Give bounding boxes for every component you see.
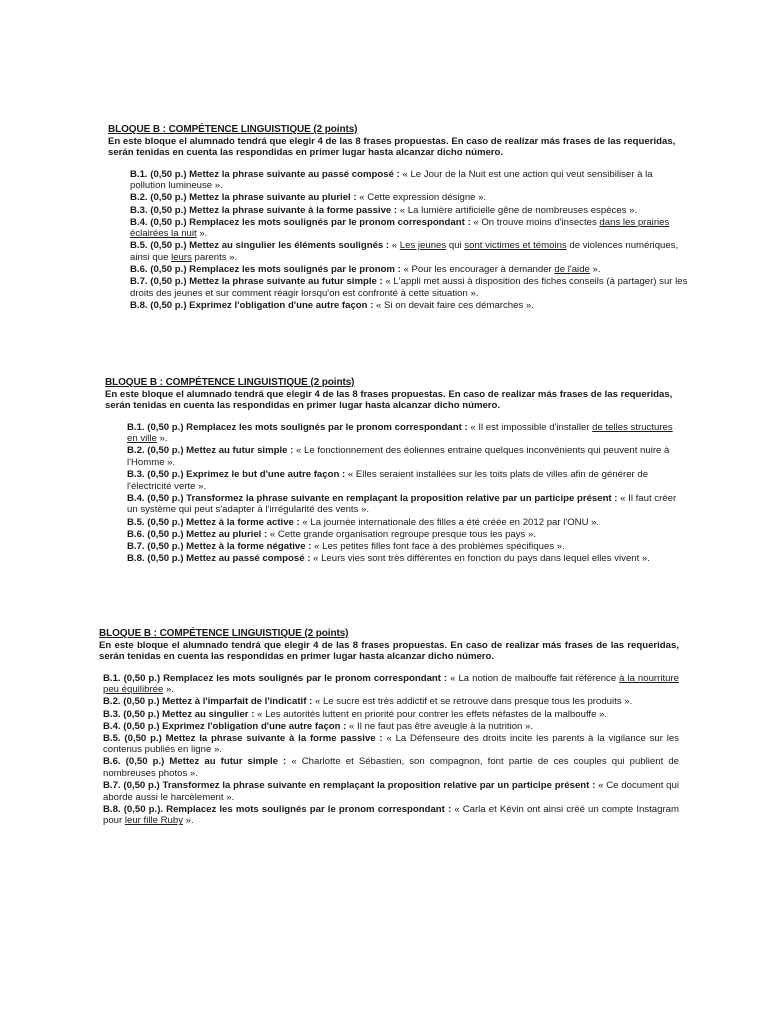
- question-item: [130, 205, 688, 217]
- question-sentence: [311, 541, 564, 552]
- question-label: B.1. (0,50 p.) Remplacez les mots soulignés par le pronom correspondant :: [127, 421, 468, 433]
- question-sentence: [300, 517, 599, 528]
- sentence-text: « Il ne faut pas être aveugle à la nutrition ».: [346, 720, 534, 732]
- question-label: B.3. (0,50 p.) Mettez au singulier :: [103, 708, 255, 720]
- sentence-text: « Il est impossible d'installer: [467, 421, 593, 433]
- underlined-words: de l'aide: [554, 264, 590, 276]
- exercise-block-2: [105, 377, 685, 565]
- question-item: [130, 192, 688, 204]
- underlined-words: de telles structures en ville: [127, 421, 673, 445]
- question-label: B.4. (0,50 p.) Remplacez les mots soulignés par le pronom correspondant :: [130, 216, 471, 228]
- underlined-words: leurs: [171, 251, 192, 263]
- sentence-text: ».: [196, 228, 208, 240]
- sentence-text: « Charlotte et Sébastien, son compagnon, font partie de ces couples qui publient de nombreuses photos ».: [103, 756, 679, 780]
- sentence-text: « Le sucre est très addictif et se retrouve dans presque tous les produits ».: [312, 696, 633, 708]
- question-item: [130, 169, 688, 192]
- question-label: B.1. (0,50 p.) Remplacez les mots soulignés par le pronom correspondant :: [103, 672, 448, 684]
- question-label: B.7. (0,50 p.) Mettez à la forme négative :: [127, 540, 312, 552]
- question-label: B.6. (0,50 p.) Remplacez les mots soulignés par le pronom :: [130, 264, 401, 276]
- sentence-text: « Si on devait faire ces démarches ».: [373, 299, 534, 311]
- sentence-text: « Ce document qui aborde aussi le harcèlement ».: [103, 780, 679, 803]
- question-item: [103, 733, 679, 756]
- question-label: B.8. (0,50 p.) Exprimez l'obligation d'une autre façon :: [130, 299, 374, 311]
- question-label: B.8. (0,50 p.). Remplacez les mots soulignés par le pronom correspondant :: [103, 803, 452, 815]
- question-label: B.4. (0,50 p.) Transformez la phrase suivante en remplaçant la proposition relative par un participe présent :: [127, 492, 618, 504]
- exercise-block-3: [99, 628, 679, 828]
- sentence-text: « Elles seraient installées sur les toits plats de villes afin de générer de l'électricité verte ».: [127, 469, 649, 492]
- question-label: B.5. (0,50 p.) Mettez la phrase suivante à la forme passive :: [103, 732, 383, 744]
- question-sentence: [357, 192, 487, 203]
- block-title: BLOQUE B : COMPÉTENCE LINGUISTIQUE (2 points): [105, 377, 355, 388]
- underlined-words: leur fille Ruby: [124, 815, 183, 827]
- question-label: B.2. (0,50 p.) Mettez au futur simple :: [127, 445, 294, 457]
- sentence-text: « Pour les encourager à demander: [400, 264, 555, 276]
- question-label: B.2. (0,50 p.) Mettez la phrase suivante au pluriel :: [130, 192, 357, 204]
- question-label: B.6. (0,50 p.) Mettez au futur simple :: [103, 756, 287, 768]
- block-instructions: En este bloque el alumnado tendrá que elegir 4 de las 8 frases propuestas. En caso de realizar más frases de las requeridas, serán tenidas en cuenta las respondidas en primer lugar hasta alcanzar dicho número.: [108, 135, 676, 159]
- question-sentence: [397, 205, 637, 216]
- sentence-text: parents ».: [191, 251, 238, 263]
- question-label: B.8. (0,50 p.) Mettez au passé composé :: [127, 552, 311, 564]
- question-sentence: [401, 264, 601, 275]
- question-item: [103, 780, 679, 803]
- question-label: B.3. (0,50 p.) Exprimez le but d'une autre façon :: [127, 469, 346, 481]
- question-item: [103, 756, 679, 779]
- question-item: [127, 445, 685, 468]
- sentence-text: « Les autorités luttent en priorité pour contrer les effets néfastes de la malbouffe ».: [254, 708, 608, 720]
- question-item: [103, 696, 679, 708]
- sentence-text: « Le Jour de la Nuit est une action qui veut sensibiliser à la pollution lumineuse ».: [130, 168, 653, 192]
- question-item: [127, 493, 685, 516]
- question-item: [130, 240, 688, 263]
- question-label: B.1. (0,50 p.) Mettez la phrase suivante au passé composé :: [130, 168, 400, 180]
- exercise-block-1: [108, 124, 688, 312]
- question-label: B.4. (0,50 p.) Exprimez l'obligation d'une autre façon :: [103, 720, 347, 732]
- sentence-text: « La notion de malbouffe fait référence: [447, 672, 620, 684]
- question-item: [127, 422, 685, 445]
- question-sentence: [310, 553, 650, 564]
- sentence-text: « Cette grande organisation regroupe presque tous les pays ».: [267, 528, 537, 540]
- underlined-words: Les jeunes: [399, 240, 447, 252]
- question-item: [127, 541, 685, 553]
- question-label: B.7. (0,50 p.) Transformez la phrase suivante en remplaçant la proposition relative par un participe présent :: [103, 780, 596, 792]
- block-title: BLOQUE B : COMPÉTENCE LINGUISTIQUE (2 points): [108, 124, 358, 135]
- question-label: B.3. (0,50 p.) Mettez la phrase suivante à la forme passive :: [130, 204, 398, 216]
- question-sentence: [267, 529, 536, 540]
- sentence-text: de violences numériques, ainsi que: [130, 240, 679, 263]
- question-label: B.5. (0,50 p.) Mettez au singulier les éléments soulignés :: [130, 240, 390, 252]
- underlined-words: sont victimes et témoins: [464, 240, 567, 252]
- question-label: B.2. (0,50 p.) Mettez à l'imparfait de l'indicatif :: [103, 696, 313, 708]
- question-sentence: [346, 721, 533, 732]
- question-item: [130, 264, 688, 276]
- question-item: [127, 517, 685, 529]
- sentence-text: « Les petites filles font face à des problèmes spécifiques ».: [311, 540, 565, 552]
- block-instructions: En este bloque el alumnado tendrá que elegir 4 de las 8 frases propuestas. En caso de realizar más frases de las requeridas, serán tenidas en cuenta las respondidas en primer lugar hasta alcanzar dicho número.: [99, 639, 679, 663]
- sentence-text: « L'appli met aussi à disposition des fiches conseils (à partager) sur les droits des jeunes et sur comment réagir lorsqu'on est confronté à cette situation ».: [130, 276, 688, 299]
- block-title: BLOQUE B : COMPÉTENCE LINGUISTIQUE (2 points): [99, 628, 349, 639]
- sentence-text: qui: [446, 240, 465, 252]
- question-sentence: [312, 696, 632, 707]
- sentence-text: « Carla et Kévin ont ainsi créé un compte Instagram pour: [103, 803, 680, 827]
- underlined-words: à la nourriture peu équilibrée: [103, 672, 679, 696]
- question-label: B.5. (0,50 p.) Mettez à la forme active :: [127, 516, 300, 528]
- question-item: [127, 469, 685, 492]
- sentence-text: ».: [589, 264, 601, 276]
- sentence-text: ».: [156, 433, 168, 445]
- question-item: [103, 721, 679, 733]
- question-item: [130, 217, 688, 240]
- sentence-text: « Cette expression désigne ».: [356, 192, 487, 204]
- sentence-text: ».: [183, 815, 194, 827]
- question-list: [99, 673, 679, 827]
- question-sentence: [254, 709, 607, 720]
- question-item: [130, 276, 688, 299]
- question-list: [108, 169, 688, 312]
- question-item: [103, 709, 679, 721]
- block-instructions: En este bloque el alumnado tendrá que elegir 4 de las 8 frases propuestas. En caso de realizar más frases de las requeridas, serán tenidas en cuenta las respondidas en primer lugar hasta alcanzar dicho número.: [105, 388, 673, 412]
- question-label: B.7. (0,50 p.) Mettez la phrase suivante au futur simple :: [130, 276, 383, 288]
- sentence-text: « Leurs vies sont très différentes en fonction du pays dans lequel elles vivent ».: [310, 552, 650, 564]
- question-list: [105, 422, 685, 565]
- question-item: [127, 553, 685, 565]
- question-sentence: [373, 300, 534, 311]
- question-item: [130, 300, 688, 312]
- question-item: [103, 804, 679, 827]
- sentence-text: « La Défenseure des droits incite les parents à la vigilance sur les contenus publiés en ligne ».: [103, 732, 679, 756]
- question-item: [127, 529, 685, 541]
- sentence-text: « Il faut créer un système qui peut s'adapter à l'irrégularité des vents ».: [127, 492, 677, 516]
- sentence-text: ».: [163, 684, 174, 696]
- underlined-words: dans les prairies éclairées la nuit: [130, 216, 670, 240]
- question-item: [103, 673, 679, 696]
- sentence-text: « La lumière artificielle gêne de nombreuses espèces ».: [397, 204, 638, 216]
- sentence-text: « Le fonctionnement des éoliennes entraine quelques inconvénients qui peuvent nuire à l'Homme ».: [127, 445, 670, 469]
- sentence-text: « On trouve moins d'insectes: [470, 216, 600, 228]
- question-label: B.6. (0,50 p.) Mettez au pluriel :: [127, 528, 268, 540]
- sentence-text: « La journée internationale des filles a été créée en 2012 par l'ONU ».: [299, 516, 600, 528]
- sentence-text: «: [389, 240, 400, 252]
